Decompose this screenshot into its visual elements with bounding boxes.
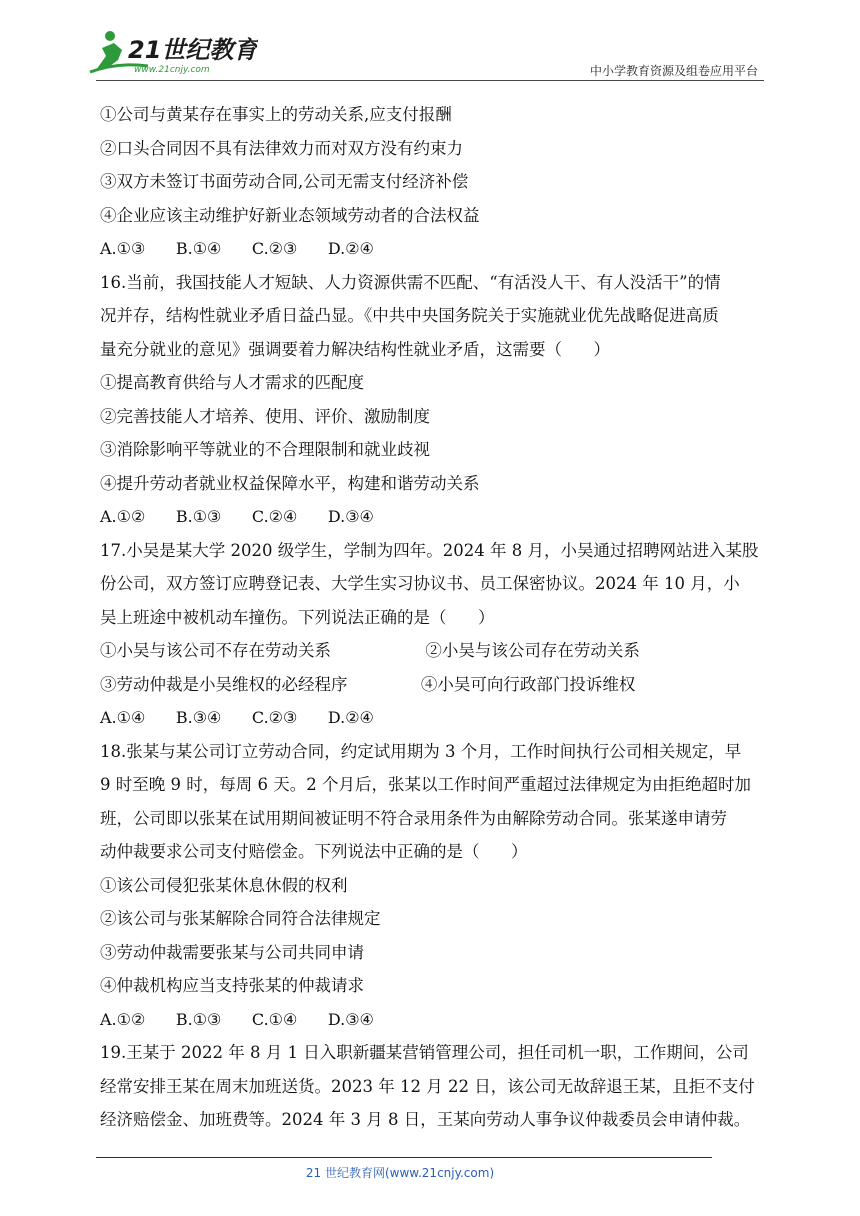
- answer-choices: A.①④ B.③④ C.②③ D.②④: [100, 708, 374, 727]
- question-text: 份公司，双方签订应聘登记表、大学生实习协议书、员工保密协议。2024 年 10 月，小: [100, 574, 740, 593]
- logo-url: www.21cnjy.com: [134, 65, 210, 75]
- option-line: ②完善技能人才培养、使用、评价、激励制度: [100, 406, 430, 426]
- option-line: ③双方未签订书面劳动合同,公司无需支付经济补偿: [100, 172, 469, 191]
- question-text: 班，公司即以张某在试用期间被证明不符合录用条件为由解除劳动合同。张某遂申请劳: [100, 808, 727, 828]
- answer-choices: A.①② B.①③ C.①④ D.③④: [100, 1009, 374, 1029]
- option-line: ①该公司侵犯张某休息休假的权利: [100, 875, 348, 895]
- option-line: ②该公司与张某解除合同符合法律规定: [100, 909, 381, 928]
- question-content: [100, 98, 766, 1137]
- option-line: ④仲裁机构应当支持张某的仲裁请求: [100, 976, 364, 995]
- question-text: 量充分就业的意见》强调要着力解决结构性就业矛盾，这需要（ ）: [100, 339, 610, 359]
- question-text: 况并存，结构性就业矛盾日益凸显。《中共中央国务院关于实施就业优先战略促进高质: [100, 306, 719, 325]
- platform-name: 中小学教育资源及组卷应用平台: [589, 64, 758, 78]
- option-line: ④企业应该主动维护好新业态领域劳动者的合法权益: [100, 205, 480, 225]
- footer-link[interactable]: 21 世纪教育网(www.21cnjy.com): [305, 1166, 495, 1180]
- runner-logo-icon: [88, 26, 258, 82]
- logo-text: 21世纪教育: [128, 36, 258, 64]
- option-line: ①小吴与该公司不存在劳动关系 ②小吴与该公司存在劳动关系: [100, 641, 640, 660]
- footer-divider: [96, 1157, 712, 1158]
- question-text: 18.张某与某公司订立劳动合同，约定试用期为 3 个月，工作时间执行公司相关规定，早: [100, 741, 742, 761]
- question-text: 17.小吴是某大学 2020 级学生，学制为四年。2024 年 8 月，小吴通过招聘网站进入某股: [100, 540, 759, 560]
- option-line: ④提升劳动者就业权益保障水平，构建和谐劳动关系: [100, 473, 480, 493]
- question-text: 吴上班途中被机动车撞伤。下列说法正确的是（ ）: [100, 607, 495, 627]
- option-line: ③劳动仲裁是小吴维权的必经程序 ④小吴可向行政部门投诉维权: [100, 674, 636, 694]
- question-text: 动仲裁要求公司支付赔偿金。下列说法中正确的是（ ）: [100, 842, 528, 861]
- question-text: 16.当前，我国技能人才短缺、人力资源供需不匹配、“有活没人干、有人没活干”的情: [100, 272, 721, 292]
- answer-choices: A.①② B.①③ C.②④ D.③④: [100, 507, 374, 526]
- question-text: 9 时至晚 9 时，每周 6 天。2 个月后，张某以工作时间严重超过法律规定为由拒绝超时加: [100, 775, 751, 794]
- question-text: 经济赔偿金、加班费等。2024 年 3 月 8 日，王某向劳动人事争议仲裁委员会申请仲裁。: [100, 1110, 751, 1129]
- question-text: 经常安排王某在周末加班送货。2023 年 12 月 22 日，该公司无故辞退王某，且拒不支付: [100, 1076, 755, 1096]
- answer-choices: A.①③ B.①④ C.②③ D.②④: [100, 239, 374, 258]
- page-header: [0, 0, 860, 82]
- option-line: ②口头合同因不具有法律效力而对双方没有约束力: [100, 138, 463, 158]
- option-line: ①提高教育供给与人才需求的匹配度: [100, 373, 364, 392]
- header-divider: [96, 80, 764, 81]
- option-line: ③消除影响平等就业的不合理限制和就业歧视: [100, 440, 430, 459]
- option-line: ①公司与黄某存在事实上的劳动关系,应支付报酬: [100, 105, 452, 124]
- question-text: 19.王某于 2022 年 8 月 1 日入职新疆某营销管理公司，担任司机一职，工作期间，公司: [100, 1043, 749, 1062]
- site-logo: [88, 26, 258, 82]
- option-line: ③劳动仲裁需要张某与公司共同申请: [100, 942, 364, 962]
